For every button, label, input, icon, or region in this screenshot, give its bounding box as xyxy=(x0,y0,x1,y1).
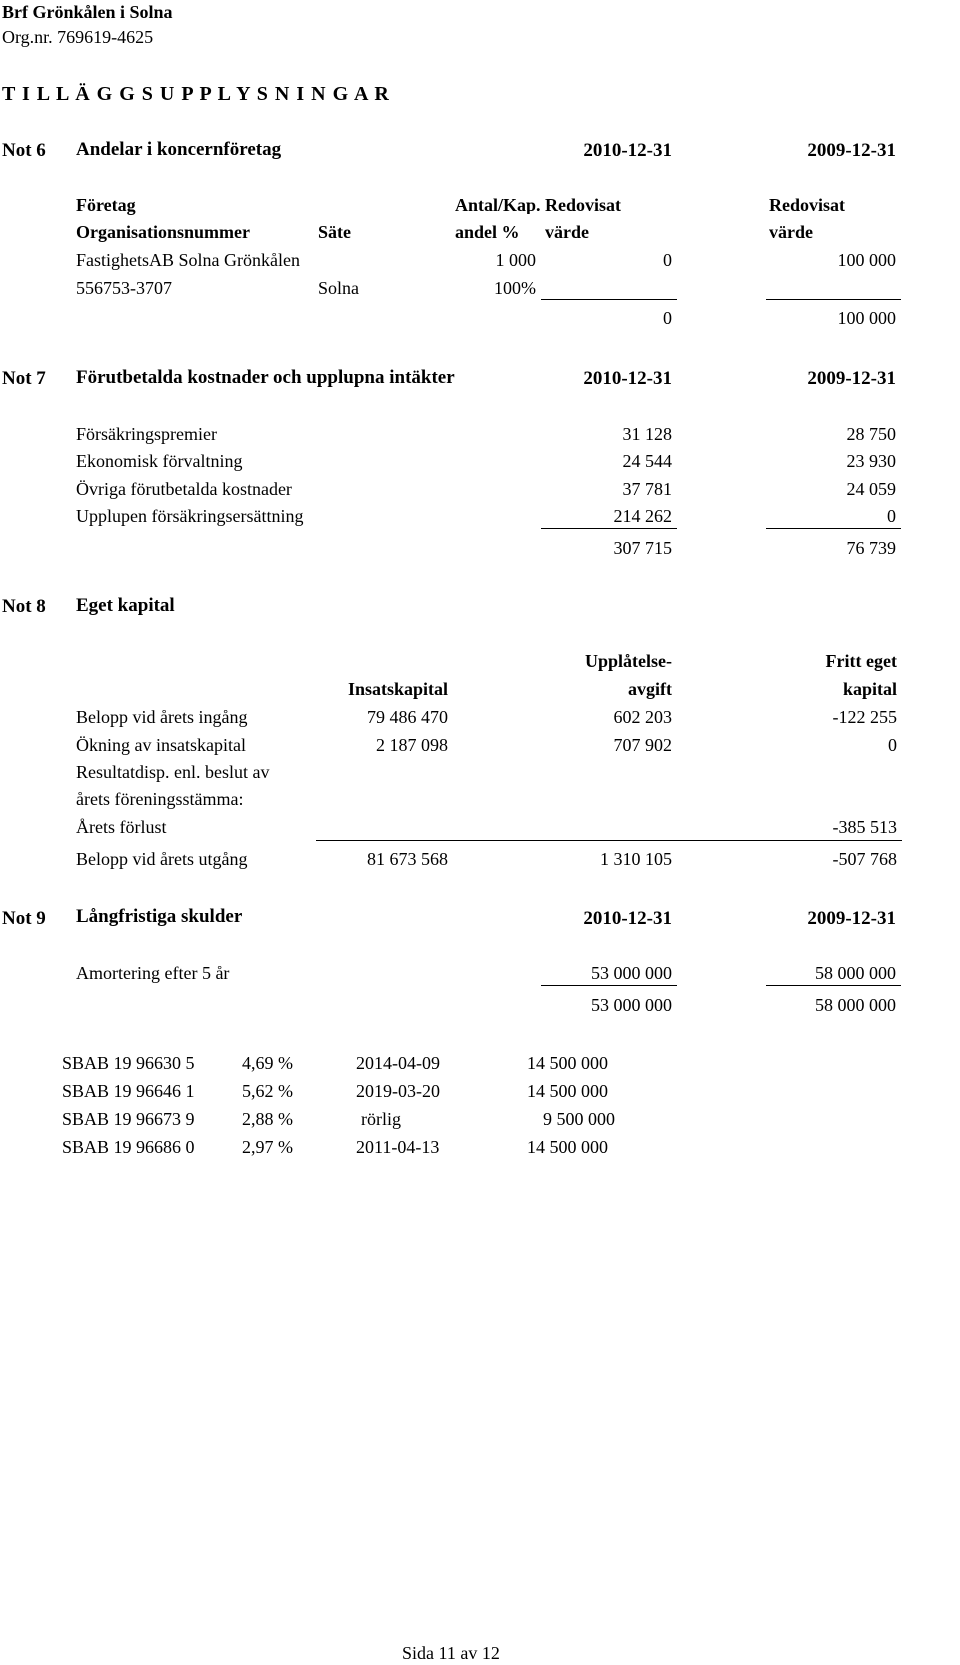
note7-row-2009: 28 750 xyxy=(846,424,896,444)
note8-okning-avgift: 707 902 xyxy=(613,735,672,755)
note6-total-2010: 0 xyxy=(663,308,672,328)
note7-title: Förutbetalda kostnader och upplupna intäkter xyxy=(76,367,455,388)
note8-head-upplatelse: Upplåtelse- xyxy=(585,651,672,671)
note7-row-2010: 24 544 xyxy=(622,451,672,471)
note8-head-insats: Insatskapital xyxy=(347,679,448,699)
note9-sum-line-2009 xyxy=(766,985,901,986)
note6-company-name: FastighetsAB Solna Grönkålen xyxy=(76,250,300,270)
note7-label: Not 7 xyxy=(2,368,46,389)
note8-head-avgift: avgift xyxy=(628,679,672,699)
loan-rate: 4,69 % xyxy=(242,1053,293,1073)
note8-ingang-fritt: -122 255 xyxy=(832,707,897,727)
loan-name: SBAB 19 96630 5 xyxy=(62,1053,195,1073)
note9-total-2009: 58 000 000 xyxy=(815,995,896,1015)
loan-rate: 2,97 % xyxy=(242,1137,293,1157)
note9-col-2010: 2010-12-31 xyxy=(583,908,672,929)
note6-head-andel: andel % xyxy=(455,222,520,242)
loan-amount: 14 500 000 xyxy=(527,1053,608,1073)
note8-okning-fritt: 0 xyxy=(888,735,897,755)
loan-date: 2011-04-13 xyxy=(356,1137,440,1157)
note8-utgang-fritt: -507 768 xyxy=(832,849,897,869)
note6-sum-line-2009 xyxy=(766,299,901,300)
note7-row-2010: 37 781 xyxy=(622,479,672,499)
note6-head-redovisat-2010: Redovisat xyxy=(545,195,621,215)
note6-company-2010: 0 xyxy=(663,250,672,270)
note8-resultat-line2: årets föreningsstämma: xyxy=(76,789,244,809)
note6-head-sate: Säte xyxy=(318,222,351,242)
loan-rate: 2,88 % xyxy=(242,1109,293,1129)
note8-forlust-fritt: -385 513 xyxy=(832,817,897,837)
note7-col-2009: 2009-12-31 xyxy=(807,368,896,389)
note8-ingang-insats: 79 486 470 xyxy=(367,707,448,727)
note9-amort-label: Amortering efter 5 år xyxy=(76,963,230,983)
note6-head-foretag: Företag xyxy=(76,195,136,215)
note9-col-2009: 2009-12-31 xyxy=(807,908,896,929)
loan-amount: 14 500 000 xyxy=(527,1137,608,1157)
loan-rate: 5,62 % xyxy=(242,1081,293,1101)
note7-col-2010: 2010-12-31 xyxy=(583,368,672,389)
loan-date: rörlig xyxy=(361,1109,401,1129)
org-name: Brf Grönkålen i Solna xyxy=(2,2,173,22)
note6-head-varde-2009: värde xyxy=(769,222,813,242)
note9-label: Not 9 xyxy=(2,908,46,929)
loan-date: 2019-03-20 xyxy=(356,1081,440,1101)
note9-total-2010: 53 000 000 xyxy=(591,995,672,1015)
loan-name: SBAB 19 96646 1 xyxy=(62,1081,195,1101)
note7-row-label: Försäkringspremier xyxy=(76,424,217,444)
loan-amount: 14 500 000 xyxy=(527,1081,608,1101)
note6-sum-line-2010 xyxy=(541,299,677,300)
note6-title: Andelar i koncernföretag xyxy=(76,139,282,160)
note8-sum-line xyxy=(316,840,902,841)
note7-row-label: Övriga förutbetalda kostnader xyxy=(76,479,292,499)
note6-label: Not 6 xyxy=(2,140,46,161)
note7-total-2009: 76 739 xyxy=(846,538,896,558)
note7-row-2009: 23 930 xyxy=(846,451,896,471)
note7-row-2009: 0 xyxy=(887,506,896,526)
page-number: Sida 11 av 12 xyxy=(402,1643,500,1663)
note6-col-2010: 2010-12-31 xyxy=(583,140,672,161)
note8-head-kapital: kapital xyxy=(842,679,897,699)
note7-row-2009: 24 059 xyxy=(846,479,896,499)
note7-row-2010: 214 262 xyxy=(613,506,672,526)
note6-head-antal: Antal/Kap. xyxy=(455,196,541,214)
note8-utgang-label: Belopp vid årets utgång xyxy=(76,849,248,869)
note8-utgang-insats: 81 673 568 xyxy=(367,849,448,869)
note8-utgang-avgift: 1 310 105 xyxy=(600,849,672,869)
note9-sum-line-2010 xyxy=(541,985,677,986)
note9-amort-2009: 58 000 000 xyxy=(815,963,896,983)
note6-head-orgnr: Organisationsnummer xyxy=(76,222,251,242)
note6-company-antal: 1 000 xyxy=(495,250,536,270)
note8-resultat-line1: Resultatdisp. enl. beslut av xyxy=(76,762,270,782)
note8-title: Eget kapital xyxy=(76,595,175,616)
loan-name: SBAB 19 96673 9 xyxy=(62,1109,195,1129)
note7-sum-line-2010 xyxy=(541,528,677,529)
loan-date: 2014-04-09 xyxy=(356,1053,440,1073)
note7-total-2010: 307 715 xyxy=(613,538,672,558)
note7-row-label: Ekonomisk förvaltning xyxy=(76,451,243,471)
note8-ingang-label: Belopp vid årets ingång xyxy=(76,707,248,727)
note8-head-fritt: Fritt eget xyxy=(825,651,897,671)
org-number: Org.nr. 769619-4625 xyxy=(2,27,154,47)
note6-total-2009: 100 000 xyxy=(837,308,896,328)
note6-company-andel: 100% xyxy=(494,278,536,298)
note7-sum-line-2009 xyxy=(766,528,901,529)
loan-name: SBAB 19 96686 0 xyxy=(62,1137,195,1157)
note7-row-2010: 31 128 xyxy=(622,424,672,444)
note9-title: Långfristiga skulder xyxy=(76,906,243,927)
section-title: T I L L Ä G G S U P P L Y S N I N G A R xyxy=(2,83,390,105)
note8-okning-insats: 2 187 098 xyxy=(376,735,448,755)
note6-head-varde-2010: värde xyxy=(545,222,589,242)
note8-okning-label: Ökning av insatskapital xyxy=(76,735,246,755)
note6-company-2009: 100 000 xyxy=(837,250,896,270)
note8-label: Not 8 xyxy=(2,596,46,617)
note6-company-sate: Solna xyxy=(318,278,360,298)
note8-ingang-avgift: 602 203 xyxy=(613,707,672,727)
note8-forlust-label: Årets förlust xyxy=(76,817,167,837)
loan-amount: 9 500 000 xyxy=(543,1109,615,1129)
note6-head-redovisat-2009: Redovisat xyxy=(769,195,845,215)
note7-row-label: Upplupen försäkringsersättning xyxy=(76,506,304,526)
note6-col-2009: 2009-12-31 xyxy=(807,140,896,161)
note9-amort-2010: 53 000 000 xyxy=(591,963,672,983)
note6-company-orgnr: 556753-3707 xyxy=(76,278,172,298)
